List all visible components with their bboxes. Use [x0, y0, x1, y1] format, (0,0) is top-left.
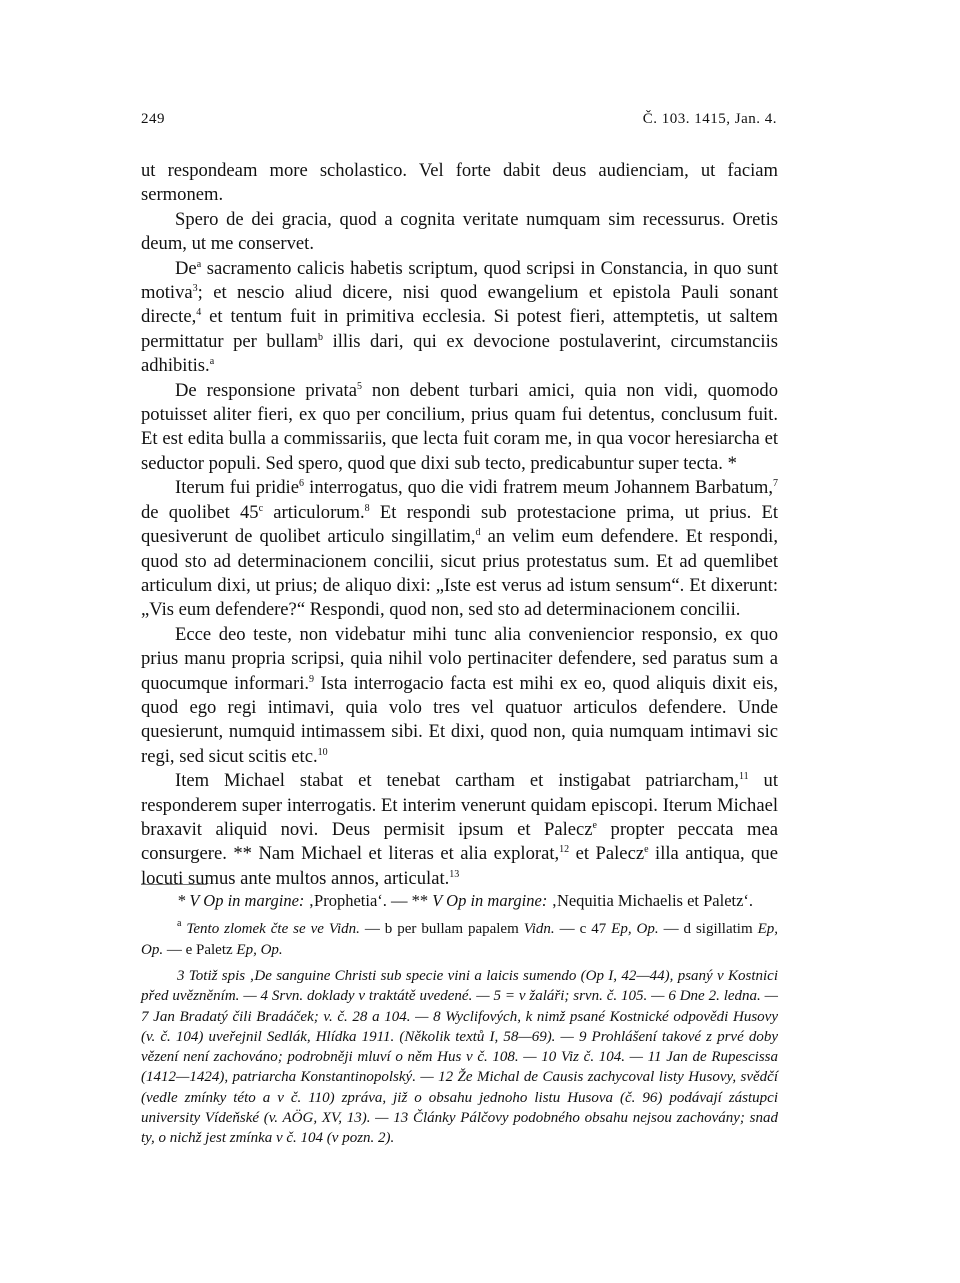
main-text: [141, 159, 778, 891]
text-span: et tentum fuit in primitiva ecclesia. Si potest fieri, attemptetis, ut saltem permittatur per bullam: [141, 306, 778, 352]
page-number: 249: [141, 111, 165, 127]
footnote-mark: 5: [356, 380, 362, 392]
text-span: de quolibet 45: [141, 501, 259, 523]
text-span: ut responderem super interrogatis. Et interim venerunt quidam episcopi. Iterum Michael braxavit aliquid novi. Deus permisit ipsum et Palecz: [141, 770, 778, 840]
footnote-divider: [141, 884, 207, 885]
text-span: illis dari, qui ex devocione postulaverint, circumstanciis adhibitis.: [141, 330, 778, 377]
footnote-mark: 13: [449, 868, 460, 880]
text-span: Ep, Op.: [611, 921, 659, 937]
footnote-mark: c: [258, 502, 264, 514]
text-span: — c 47: [559, 921, 607, 937]
text-span: * V Op in margine:: [177, 891, 305, 910]
footnote-mark: 9: [309, 673, 315, 685]
running-header: [141, 111, 777, 128]
paragraph: [141, 379, 778, 477]
text-span: non debent turbari amici, quia non vidi, quomodo potuisset aliter fieri, ex quo per concilium, prius quam fui detentus, conclusum fuit. Et est edita bulla a commissariis, que lecta fuit coram me, in qua vocor heresiarcha et seductor populi. Sed spero, quod que dixi sub tecto, predicabuntur super tecta. *: [141, 379, 778, 474]
text-span: Spero de dei gracia, quod a cognita veritate numquam sim recessurus. Oretis deum, ut me conservet.: [141, 208, 778, 255]
text-span: — e Paletz: [166, 941, 233, 958]
footnote-mark: b: [318, 331, 324, 343]
paragraph: [141, 257, 778, 379]
footnote-mark: 6: [298, 478, 304, 490]
text-span: Ista interrogacio facta est mihi ex eo, quod aliquis dixit eis, quod ego regi intimavi, quia volo tres vel quatuor articulos defendere. Unde quesierunt, numquid intimassem sibi. Et dixi, quod non, quia numquam intimavi sic regi, sed sicut scitis etc.: [141, 672, 779, 767]
paragraph: [141, 476, 778, 622]
text-span: propter peccata mea consurgere. ** Nam Michael et literas et alia explorat,: [141, 818, 779, 865]
text-span: sacramento calicis habetis scriptum, quod scripsi in Constancia, in quo sunt motiva: [141, 257, 778, 304]
text-span: ut respondeam more scholastico. Vel forte dabit deus audienciam, ut faciam sermonem.: [141, 160, 778, 206]
footnote-mark: d: [475, 527, 481, 539]
paragraph: [141, 623, 778, 769]
footnote-mark: 3: [192, 283, 198, 295]
text-span: Ep, Op.: [236, 941, 283, 958]
footnote-mark: 12: [559, 844, 570, 856]
paragraph: [141, 159, 778, 208]
text-span: ‚Prophetia‘. — **: [308, 891, 429, 910]
text-span: Et respondi sub protestacione prima, ut prius. Et quesiverunt de quolibet articulo singillatim,: [141, 501, 778, 548]
text-span: — d sigillatim: [663, 921, 753, 937]
text-span: ‚Nequitia Michaelis et Paletz‘.: [551, 891, 754, 910]
text-span: V Op in margine:: [432, 891, 548, 910]
text-span: De: [175, 257, 197, 279]
text-span: Vidn.: [523, 921, 555, 937]
footnote-mark: 8: [364, 502, 370, 514]
text-span: Item Michael stabat et tenebat cartham et instigabat patriarcham,: [175, 770, 739, 792]
footnote-mark: e: [592, 819, 597, 831]
text-span: interrogatus, quo die vidi fratrem meum Johannem Barbatum,: [309, 477, 773, 499]
footnote-mark: 11: [738, 771, 749, 783]
numbered-notes: 3 Totiž spis ‚De sanguine Christi sub specie vini a laicis sumendo (Op I, 42—44), psaný v Kostnici před uvězněním. — 4 Srvn. doklady v traktátě uvedené. — 5 = v žaláři; srvn. č. 105. — 6 Dne 2. ledna. — 7 Jan Bradatý čili Bradáček; v. č. 28 a 104. — 8 Wyclifových, k nimž psané Kostnické odpovědi Husovy (v. č. 104) uveřejnil Sedlák, Hlídka 1911. (Několik textů I, 58—69). — 9 Prohlášení takové z prvé doby vězení není zachováno; podrobněji mluví o něm Hus v č. 108. — 10 Viz č. 104. — 11 Jan de Rupescissa (1412—1424), patriarcha Konstantinopolský. — 12 Že Michal de Causis zachycoval listy Husovy, svědčí (vedle zmínky této a v č. 110) zpráva, již o obsahu jednoho listu Husova (č. 96) podávají zástupci university Vídeňské (v. AÖG, XV, 13). — 13 Články Pálčovy podobného obsahu nejsou zachovány; snad ty, o nichž jest zmínka v č. 104 (v pozn. 2).: [141, 968, 778, 1147]
footnote-mark: a: [177, 918, 182, 929]
running-head: Č. 103. 1415, Jan. 4.: [642, 111, 777, 127]
footnote-mark: a: [196, 258, 202, 270]
paragraph: [141, 769, 778, 891]
text-span: — b per bullam papalem: [364, 921, 519, 937]
text-span: Tento zlomek čte se ve Vidn.: [186, 921, 360, 937]
text-span: Ep, Op.: [141, 921, 779, 958]
footnote-mark: 10: [317, 746, 328, 758]
text-span: De responsione privata: [175, 379, 357, 401]
text-span: an velim eum defendere. Et respondi, quod sto ad determinacionem concilii, sicut prius protestatus sum. Et ad quemlibet articulum dixi, ut prius; de aliquo dixi: „Iste est verus ad istum sensum“. Et dixerunt: „Vis eum defendere?“ Respondi, quod non, sed sto ad determinacionem concilii.: [141, 526, 778, 621]
footnote-mark: 7: [773, 478, 778, 490]
text-span: Iterum fui pridie: [175, 477, 299, 499]
footnote-mark: e: [644, 844, 649, 856]
margin-notes: [141, 889, 778, 913]
text-span: articulorum.: [273, 501, 365, 523]
footnotes: [141, 889, 778, 1149]
text-span: ; et nescio aliud dicere, nisi quod ewangelium et epistola Pauli sonant directe,: [141, 282, 778, 328]
text-span: et Palecz: [575, 843, 645, 865]
paragraph: [141, 208, 778, 257]
text-span: Ecce deo teste, non videbatur mihi tunc alia conveniencior responsio, ex quo prius manu propria scripsi, quia nihil volo pertinaciter defendere, sed paratus sum a quocumque informari.: [141, 623, 778, 694]
footnote-mark: 4: [196, 307, 202, 319]
critical-notes: [141, 919, 778, 960]
text-span: illa antiqua, que locuti sumus ante multos annos, articulat.: [141, 843, 778, 889]
footnote-mark: a: [209, 356, 215, 368]
